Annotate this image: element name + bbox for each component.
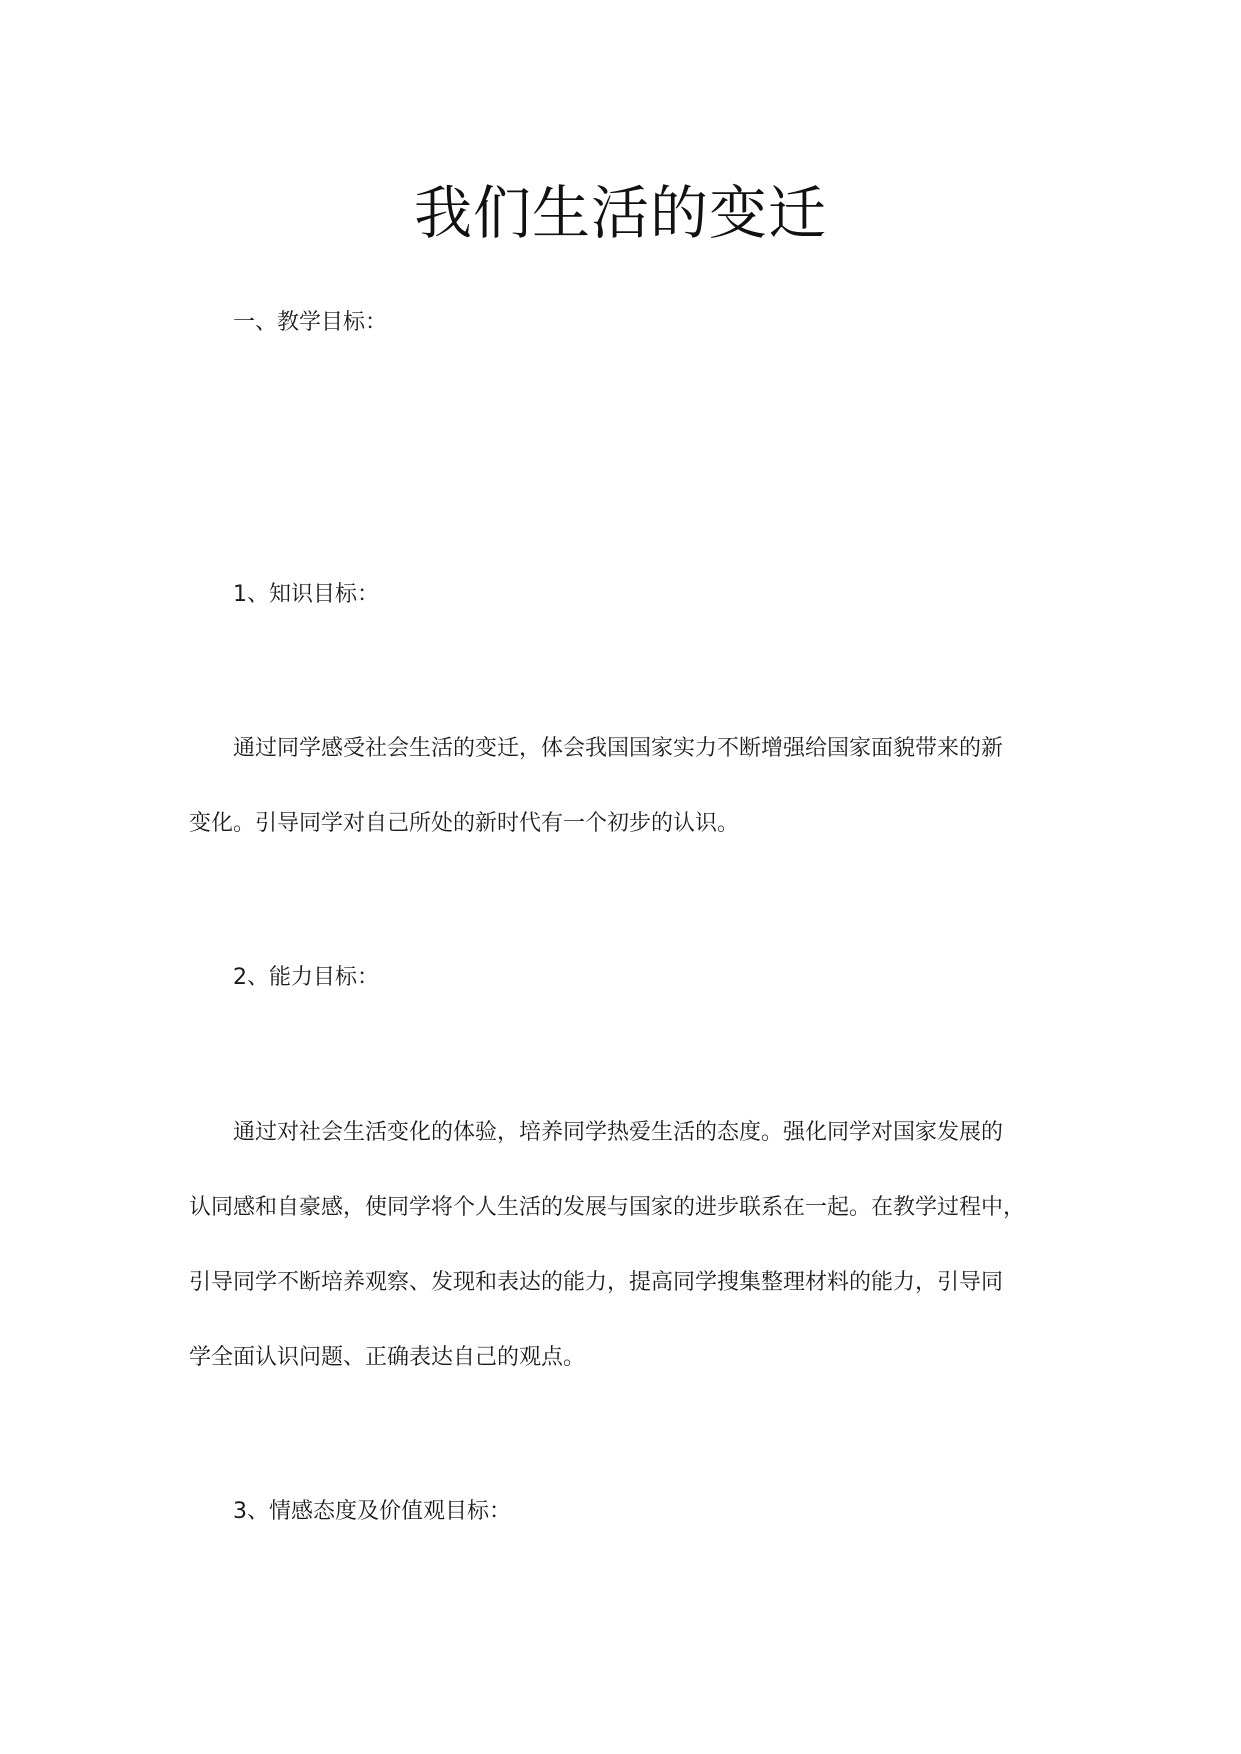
heading-emotion-values-goals: 3、情感态度及价值观目标： xyxy=(233,1499,511,1524)
knowledge-paragraph-line-1: 通过同学感受社会生活的变迁，体会我国国家实力不断增强给国家面貌带来的新 xyxy=(233,736,1004,761)
ability-paragraph-line-4: 学全面认识问题、正确表达自己的观点。 xyxy=(189,1345,586,1370)
ability-paragraph-line-1: 通过对社会生活变化的体验，培养同学热爱生活的态度。强化同学对国家发展的 xyxy=(233,1120,1004,1145)
knowledge-paragraph-line-2: 变化。引导同学对自己所处的新时代有一个初步的认识。 xyxy=(189,811,740,836)
ability-paragraph-line-2: 认同感和自豪感，使同学将个人生活的发展与国家的进步联系在一起。在教学过程中， xyxy=(189,1195,1026,1220)
section-heading-teaching-goals: 一、教学目标： xyxy=(233,310,388,335)
heading-knowledge-goals: 1、知识目标： xyxy=(233,582,379,607)
document-title: 我们生活的变迁 xyxy=(413,179,827,247)
ability-paragraph-line-3: 引导同学不断培养观察、发现和表达的能力，提高同学搜集整理材料的能力，引导同 xyxy=(189,1270,1004,1295)
heading-ability-goals: 2、能力目标： xyxy=(233,965,379,990)
